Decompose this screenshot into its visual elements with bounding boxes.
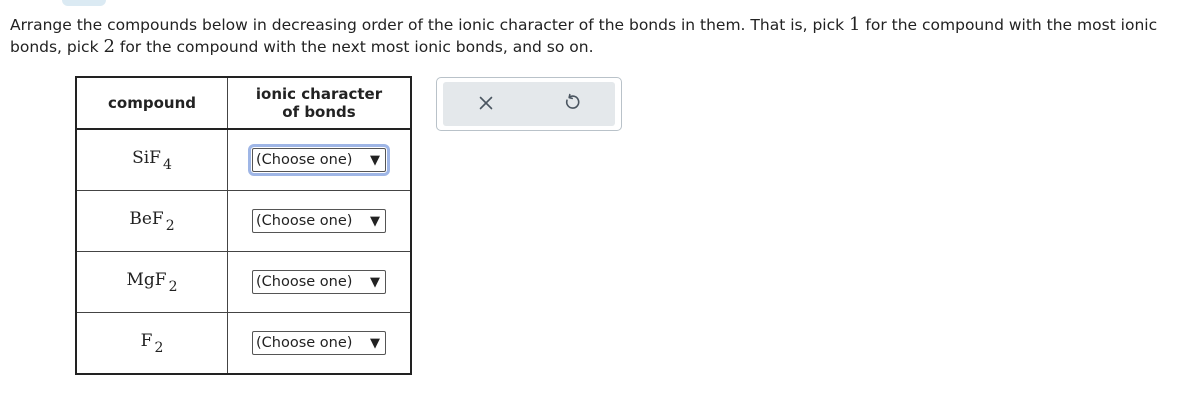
ionic-character-column-header bbox=[228, 77, 412, 129]
rank-select-value: (Choose one) bbox=[256, 152, 353, 168]
instructions-number-2: 2 bbox=[103, 36, 115, 57]
rank-select-value: (Choose one) bbox=[256, 335, 353, 351]
undo-icon bbox=[563, 93, 581, 115]
rank-select-value: (Choose one) bbox=[256, 213, 353, 229]
compound-formula-bef2 bbox=[129, 208, 175, 234]
rank-select-bef2[interactable] bbox=[252, 209, 386, 233]
compound-formula-sif4 bbox=[132, 147, 172, 173]
instructions-text-1: Arrange the compounds below in decreasing order of the ionic character of the bonds in them. That is, pick bbox=[10, 16, 850, 34]
dropdown-arrow-icon: ▼ bbox=[370, 152, 380, 168]
question-instructions bbox=[10, 14, 1190, 58]
clear-button[interactable] bbox=[468, 86, 504, 122]
dropdown-arrow-icon: ▼ bbox=[370, 213, 380, 229]
table-row bbox=[76, 191, 411, 252]
formula-base: SiF bbox=[132, 147, 161, 168]
compound-cell bbox=[76, 252, 228, 313]
formula-subscript: 2 bbox=[165, 217, 175, 234]
formula-subscript: 2 bbox=[168, 278, 178, 295]
table-row bbox=[76, 313, 411, 375]
rank-select-sif4[interactable] bbox=[252, 148, 386, 172]
table-header-row bbox=[76, 77, 411, 129]
compound-formula-mgf2 bbox=[126, 269, 178, 295]
rank-select-value: (Choose one) bbox=[256, 274, 353, 290]
dropdown-arrow-icon: ▼ bbox=[370, 335, 380, 351]
top-tab-edge bbox=[62, 0, 106, 6]
compound-column-header: compound bbox=[76, 77, 228, 129]
ionic-header-line-1: ionic character bbox=[255, 85, 383, 103]
compound-ranking-table bbox=[75, 76, 412, 375]
instructions-number-1: 1 bbox=[849, 14, 861, 35]
rank-cell bbox=[228, 129, 412, 191]
rank-cell bbox=[228, 313, 412, 375]
rank-cell bbox=[228, 191, 412, 252]
close-icon bbox=[479, 95, 493, 114]
answer-toolbar-panel bbox=[443, 82, 615, 126]
rank-cell bbox=[228, 252, 412, 313]
table-row bbox=[76, 252, 411, 313]
dropdown-arrow-icon: ▼ bbox=[370, 274, 380, 290]
instructions-text-3: for the compound with the next most ionic bonds, and so on. bbox=[114, 38, 594, 56]
instructions-text-2: for the compound with the most ionic bonds, pick bbox=[10, 16, 1158, 56]
formula-base: F bbox=[140, 330, 153, 351]
compound-formula-f2 bbox=[140, 330, 164, 356]
compound-cell bbox=[76, 191, 228, 252]
compound-cell bbox=[76, 129, 228, 191]
formula-base: MgF bbox=[126, 269, 167, 290]
formula-subscript: 4 bbox=[162, 156, 172, 173]
reset-button[interactable] bbox=[554, 86, 590, 122]
table-row bbox=[76, 129, 411, 191]
answer-toolbar bbox=[436, 77, 622, 131]
rank-select-f2[interactable] bbox=[252, 331, 386, 355]
formula-base: BeF bbox=[129, 208, 164, 229]
compound-cell bbox=[76, 313, 228, 375]
rank-select-mgf2[interactable] bbox=[252, 270, 386, 294]
ionic-header-line-2: of bonds bbox=[282, 103, 356, 121]
formula-subscript: 2 bbox=[154, 339, 164, 356]
